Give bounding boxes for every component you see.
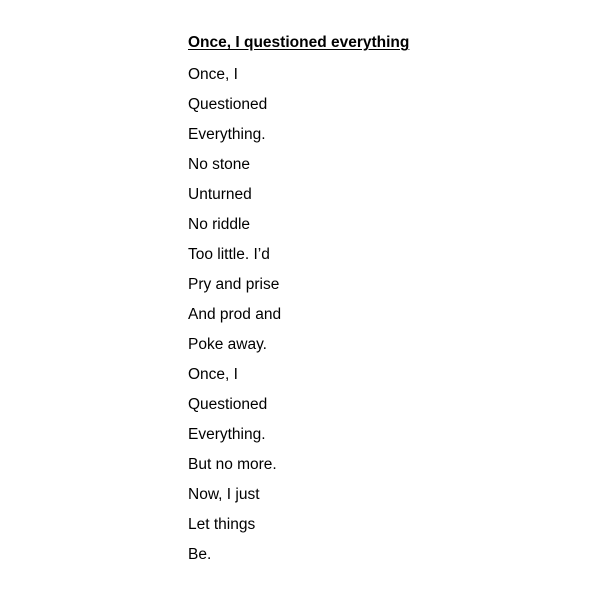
poem-line: Be. xyxy=(188,546,212,563)
poem-line: Everything. xyxy=(188,126,266,143)
poem-title: Once, I questioned everything xyxy=(188,34,410,51)
poem-line: Too little. I’d xyxy=(188,246,270,263)
poem-line: Unturned xyxy=(188,186,252,203)
poem-line: Once, I xyxy=(188,366,238,383)
poem xyxy=(188,30,548,570)
poem-line: No riddle xyxy=(188,216,251,233)
poem-line: Let things xyxy=(188,516,256,533)
poem-line: Now, I just xyxy=(188,486,260,503)
poem-line: Everything. xyxy=(188,426,266,443)
poem-lines xyxy=(188,60,548,570)
poem-line: Questioned xyxy=(188,396,268,413)
poem-line: Questioned xyxy=(188,96,268,113)
poem-line: No stone xyxy=(188,156,251,173)
poem-line: Poke away. xyxy=(188,336,267,353)
poem-line: Pry and prise xyxy=(188,276,280,293)
poem-line: But no more. xyxy=(188,456,277,473)
poem-line: Once, I xyxy=(188,66,238,83)
poem-line: And prod and xyxy=(188,306,282,323)
